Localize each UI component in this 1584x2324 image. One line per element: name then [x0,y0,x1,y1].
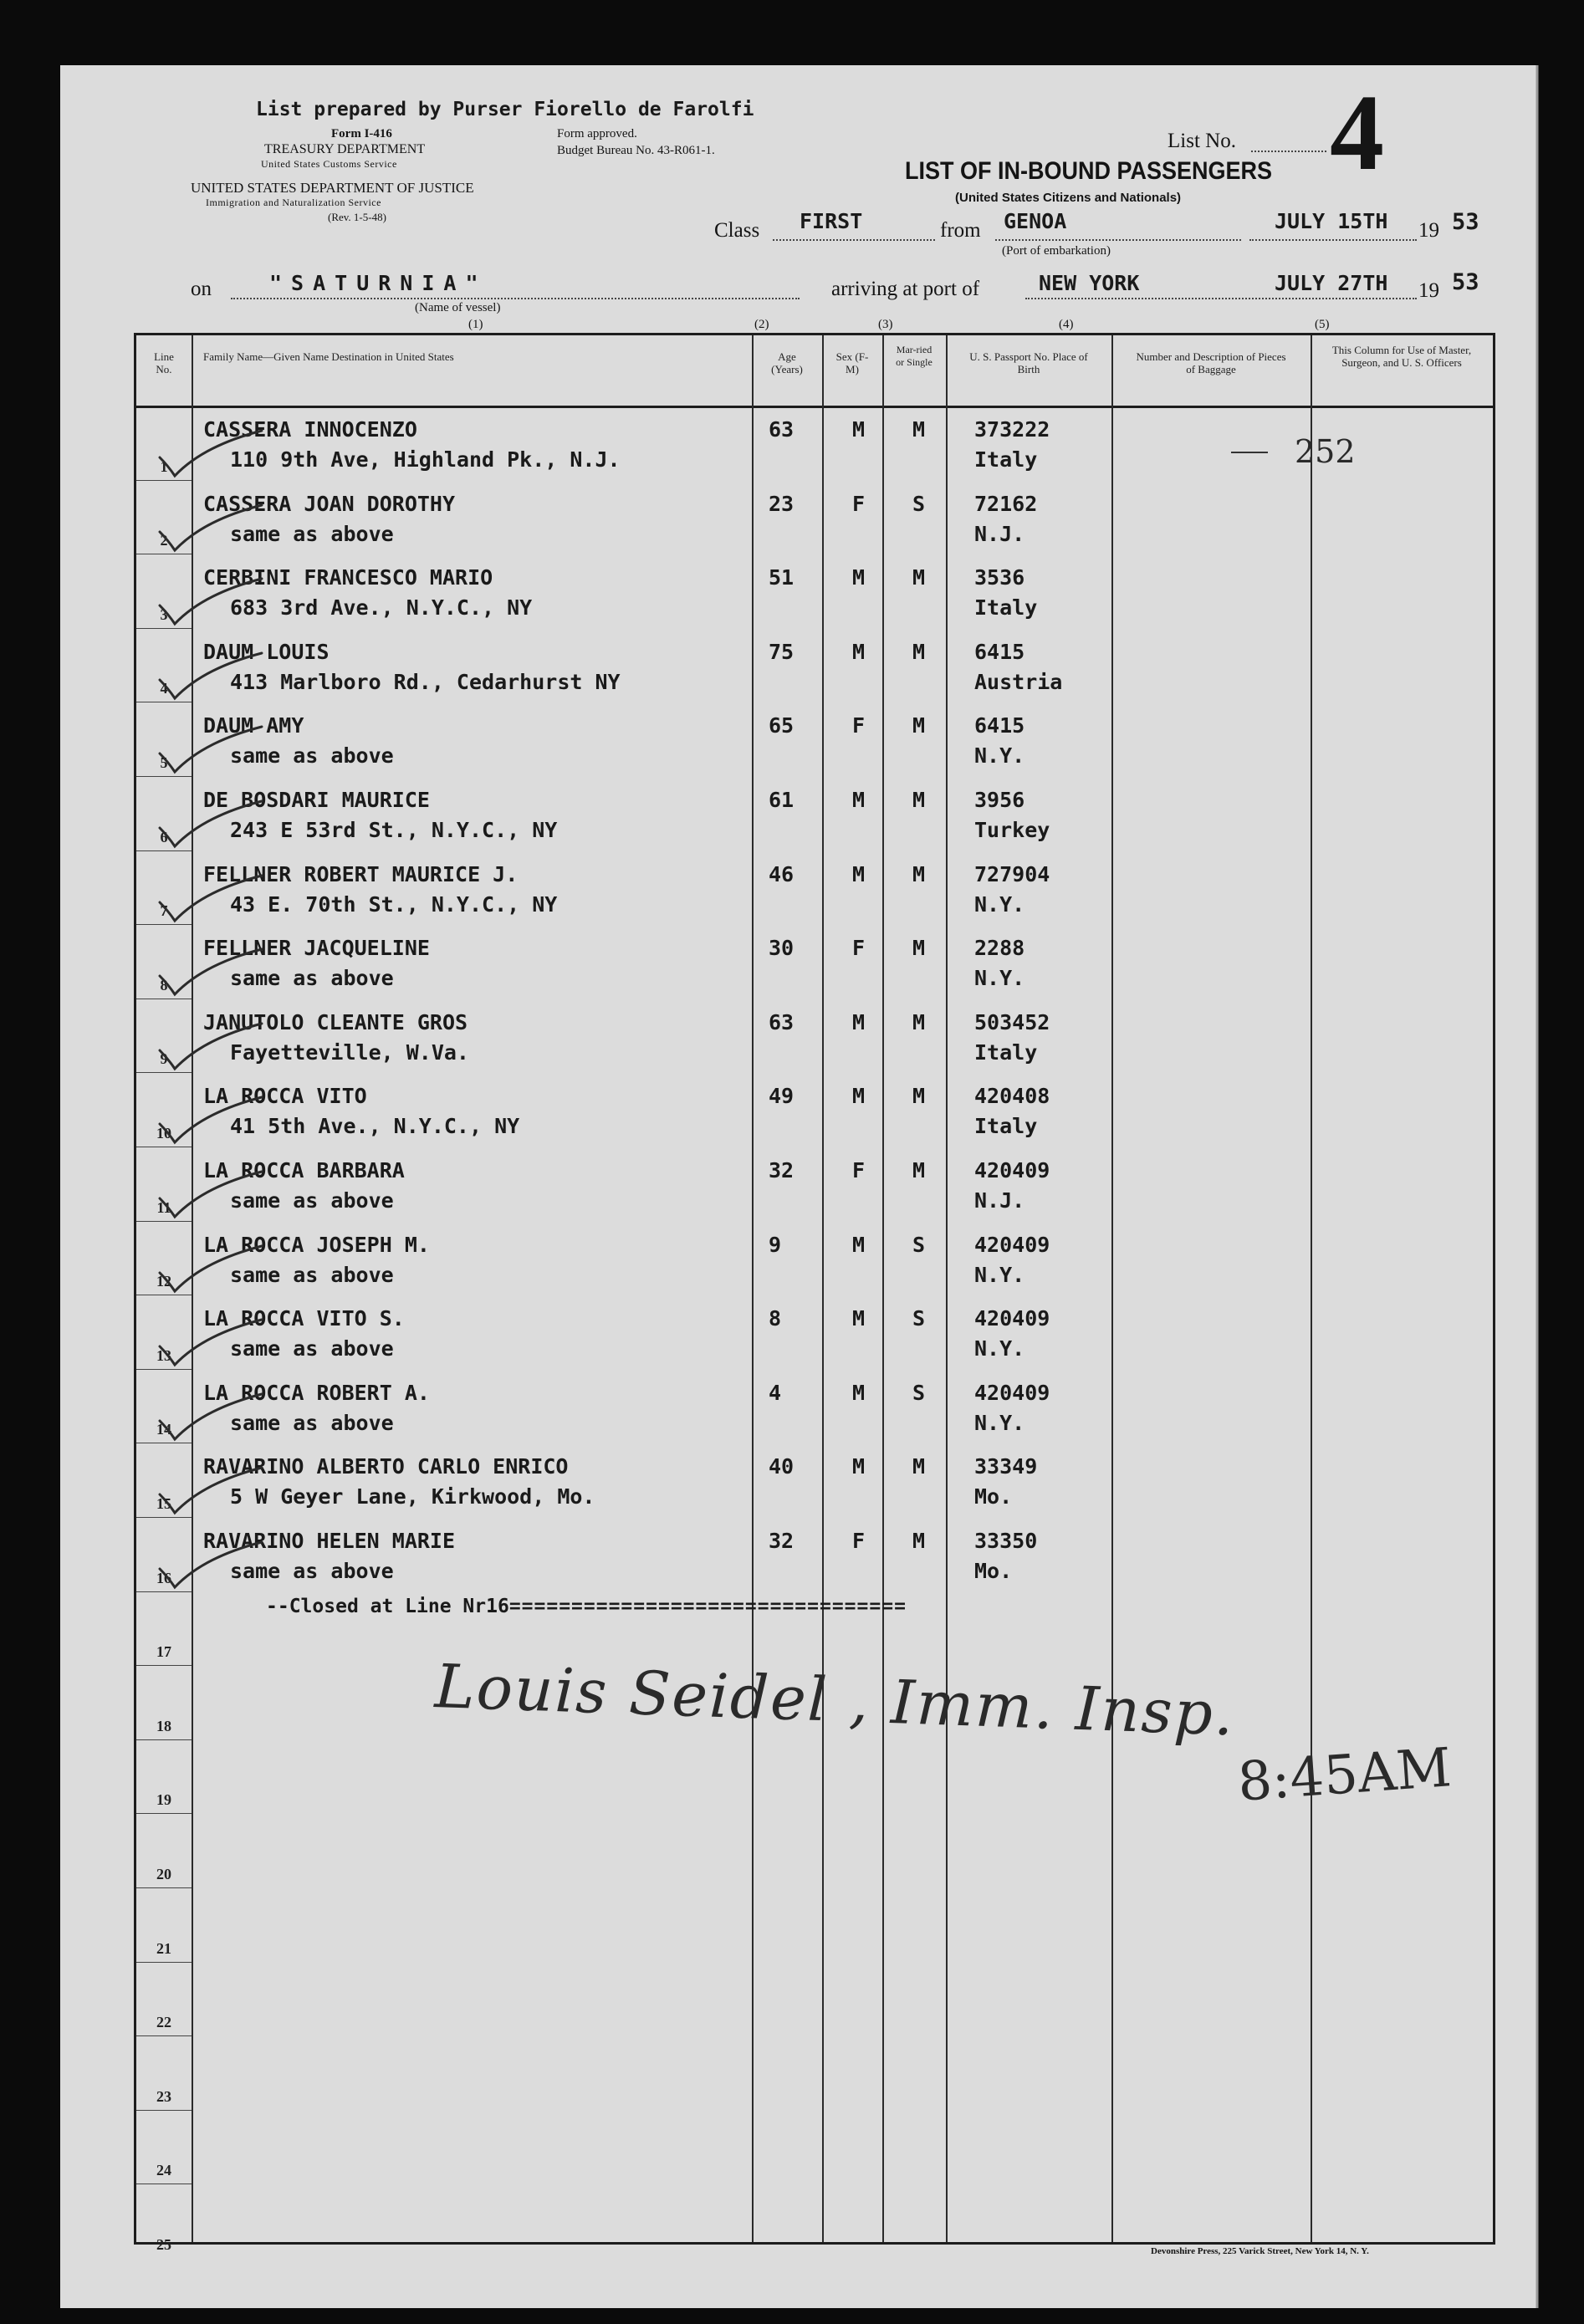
line-number: 4 [160,680,168,697]
header-line-no: Line No. [154,350,174,375]
checkmark-icon [153,1384,270,1451]
passenger-marital-status: M [912,1009,926,1034]
passenger-marital-status: M [912,417,926,442]
passenger-destination: same as above [230,1336,394,1361]
passenger-marital-status: M [912,1529,926,1553]
passenger-marital-status: M [912,713,926,738]
line-number: 3 [160,605,168,623]
passenger-name: RAVARINO HELEN MARIE [203,1529,456,1553]
passenger-destination: 683 3rd Ave., N.Y.C., NY [230,595,533,621]
passenger-destination: same as above [230,521,394,546]
passenger-name: LA ROCCA VITO S. [203,1306,405,1331]
line-number: 24 [156,2162,171,2179]
place-of-birth: Turkey [974,818,1050,842]
port-embark-note: (Port of embarkation) [1002,244,1111,258]
passenger-marital-status: M [912,936,926,961]
checkmark-icon [153,791,270,858]
embark-year: 53 [1452,209,1479,235]
passport-number: 420409 [974,1306,1050,1331]
passenger-marital-status: S [912,491,926,516]
passenger-destination: 110 9th Ave, Highland Pk., N.J. [230,447,621,472]
list-title: LIST OF IN-BOUND PASSENGERS [905,157,1273,185]
row-divider [136,2110,192,2111]
arrival-date: JULY 27TH [1275,271,1388,295]
line-number: 1 [160,457,168,475]
treasury-dept: TREASURY DEPARTMENT [264,142,426,156]
passenger-name: DE BOSDARI MAURICE [203,788,430,812]
passport-number: 420409 [974,1232,1050,1257]
checkmark-icon [153,866,270,932]
col-number-1: (1) [468,318,483,331]
passenger-age: 61 [769,788,795,812]
class-value: FIRST [800,209,863,233]
line-number: 19 [156,1791,171,1809]
passenger-sex: M [852,1380,866,1405]
arrival-year-prefix: 19 [1418,279,1439,302]
place-of-birth: Mo. [974,1559,1013,1583]
passenger-name: CERBINI FRANCESCO MARIO [203,565,493,590]
arriving-label: arriving at port of [831,278,980,300]
passenger-name: CASSERA JOAN DOROTHY [203,491,456,516]
passenger-destination: same as above [230,743,394,769]
passenger-destination: Fayetteville, W.Va. [230,1039,469,1065]
passenger-age: 4 [769,1380,782,1405]
passenger-name: LA ROCCA JOSEPH M. [203,1232,430,1257]
passenger-sex: M [852,1009,866,1034]
header-passport: U. S. Passport No. Place of Birth [969,350,1088,375]
line-number: 16 [156,1569,171,1586]
list-number: 4 [1330,73,1384,193]
passenger-age: 30 [769,936,795,961]
place-of-birth: N.Y. [974,966,1025,991]
passport-number: 503452 [974,1009,1050,1034]
passport-number: 3536 [974,565,1025,590]
line-number: 5 [160,754,168,771]
closed-dash-left: -- [266,1596,289,1617]
passport-number: 6415 [974,639,1025,664]
checkmark-icon [153,1087,270,1154]
justice-dept: UNITED STATES DEPARTMENT OF JUSTICE [191,180,474,196]
passenger-age: 51 [769,565,795,590]
header-officers: This Column for Use of Master, Surgeon, and U. S. Officers [1331,344,1472,369]
closed-text: Closed at Line Nr16 [289,1596,509,1617]
embark-date: JULY 15TH [1275,209,1388,233]
passenger-sex: F [852,1158,866,1182]
customs-service: United States Customs Service [261,158,397,170]
passenger-marital-status: S [912,1306,926,1331]
place-of-birth: Italy [974,595,1038,621]
line-number: 2 [160,532,168,549]
vessel-note: (Name of vessel) [415,301,501,314]
passenger-name: LA ROCCA ROBERT A. [203,1380,430,1405]
passenger-sex: M [852,1306,866,1331]
passenger-destination: same as above [230,966,394,991]
col-number-3: (3) [878,318,893,331]
row-divider [136,480,192,481]
passenger-destination: same as above [230,1262,394,1287]
checkmark-icon [153,1458,270,1525]
header-name: Family Name—Given Name Destination in United States [203,350,454,363]
line-number: 8 [160,976,168,993]
place-of-birth: N.Y. [974,891,1025,917]
place-of-birth: N.Y. [974,743,1025,769]
passenger-sex: F [852,713,866,738]
passenger-sex: M [852,1454,866,1479]
header-baggage: Number and Description of Pieces of Baggage [1136,350,1286,375]
header-married: Mar-ried or Single [896,344,933,368]
passenger-name: LA ROCCA VITO [203,1084,367,1109]
passenger-destination: same as above [230,1559,394,1583]
on-label: on [191,278,212,300]
passenger-marital-status: S [912,1232,926,1257]
passenger-name: RAVARINO ALBERTO CARLO ENRICO [203,1454,569,1479]
passport-number: 420409 [974,1380,1050,1405]
passport-number: 6415 [974,713,1025,738]
checkmark-icon [153,939,270,1006]
row-divider [136,1517,192,1518]
form-number: Form I-416 [331,127,392,140]
passenger-name: JANUTOLO CLEANTE GROS [203,1009,468,1034]
passenger-marital-status: M [912,639,926,664]
passenger-marital-status: M [912,565,926,590]
line-number: 23 [156,2087,171,2105]
place-of-birth: Italy [974,447,1038,472]
passenger-marital-status: M [912,1158,926,1182]
place-of-birth: Austria [974,669,1063,694]
closed-at-line [266,1596,907,1617]
header-sex: Sex (F-M) [835,350,869,375]
passenger-marital-status: M [912,861,926,886]
passenger-age: 75 [769,639,795,664]
checkmark-icon [153,569,270,636]
row-divider [136,628,192,629]
arrival-year: 53 [1452,269,1479,295]
passenger-name: CASSERA INNOCENZO [203,417,417,442]
printer-footer: Devonshire Press, 225 Varick Street, New York 14, N. Y. [1151,2246,1369,2256]
passenger-marital-status: M [912,1084,926,1109]
passenger-destination: same as above [230,1188,394,1213]
passenger-age: 40 [769,1454,795,1479]
passenger-destination: 413 Marlboro Rd., Cedarhurst NY [230,669,621,694]
list-subtitle: (United States Citizens and Nationals) [955,191,1182,205]
line-number: 12 [156,1273,171,1290]
line-number: 7 [160,902,168,920]
checkmark-icon [153,643,270,710]
inspector-signature: Louis Seidel , Imm. Insp. [433,1651,1237,1749]
form-approved: Form approved. [557,127,637,140]
arrival-port: NEW YORK [1039,271,1140,295]
row-divider [136,1813,192,1814]
passenger-sex: F [852,1529,866,1553]
passenger-name: DAUM LOUIS [203,639,330,664]
list-no-label: List No. [1168,130,1236,152]
passenger-age: 49 [769,1084,795,1109]
passport-number: 727904 [974,861,1050,886]
passenger-marital-status: M [912,788,926,812]
row-divider [136,924,192,925]
passenger-age: 63 [769,417,795,442]
row-divider [136,776,192,777]
embark-port: GENOA [1004,209,1067,233]
row-divider [136,1962,192,1963]
inspection-time: 8:45AM [1235,1737,1454,1814]
passport-number: 420408 [974,1084,1050,1109]
passport-number: 33350 [974,1529,1038,1553]
col-number-5: (5) [1315,318,1330,331]
checkmark-icon [153,717,270,784]
passenger-sex: M [852,639,866,664]
line-number: 13 [156,1346,171,1364]
passport-number: 3956 [974,788,1025,812]
passenger-sex: M [852,861,866,886]
line-number: 25 [156,2236,171,2253]
passport-number: 72162 [974,491,1038,516]
place-of-birth: Italy [974,1039,1038,1065]
passenger-destination: 43 E. 70th St., N.Y.C., NY [230,891,558,917]
place-of-birth: Italy [974,1114,1038,1139]
embark-year-prefix: 19 [1418,219,1439,242]
checkmark-icon [153,1014,270,1080]
passenger-sex: M [852,788,866,812]
place-of-birth: N.Y. [974,1410,1025,1435]
passenger-age: 23 [769,491,795,516]
budget-bureau: Budget Bureau No. 43-R061-1. [557,144,715,157]
checkmark-icon [153,495,270,562]
passenger-sex: M [852,417,866,442]
line-number: 6 [160,828,168,845]
checkmark-icon [153,421,270,488]
line-number: 10 [156,1125,171,1142]
passenger-age: 32 [769,1529,795,1553]
line-number: 18 [156,1717,171,1734]
row-divider [136,1665,192,1666]
revision: (Rev. 1-5-48) [328,211,386,223]
passenger-age: 63 [769,1009,795,1034]
line-number: 15 [156,1495,171,1512]
place-of-birth: N.Y. [974,1262,1025,1287]
header-age: Age (Years) [771,350,803,375]
row-divider [136,1739,192,1740]
passenger-marital-status: M [912,1454,926,1479]
passenger-name: DAUM AMY [203,713,304,738]
officer-note: 252 [1295,433,1356,470]
place-of-birth: N.J. [974,521,1025,546]
passenger-age: 9 [769,1232,782,1257]
prepared-by: List prepared by Purser Fiorello de Farolfi [256,99,754,120]
row-divider [136,1072,192,1073]
passenger-destination: 41 5th Ave., N.Y.C., NY [230,1114,520,1139]
passenger-sex: F [852,936,866,961]
passenger-age: 8 [769,1306,782,1331]
passenger-name: FELLNER ROBERT MAURICE J. [203,861,519,886]
row-divider [136,1221,192,1222]
place-of-birth: N.J. [974,1188,1025,1213]
passenger-destination: same as above [230,1410,394,1435]
ins-service: Immigration and Naturalization Service [206,197,381,208]
closed-dash-right: ================================ [508,1596,907,1617]
passport-number: 33349 [974,1454,1038,1479]
passenger-sex: M [852,1084,866,1109]
officer-dash [1231,452,1268,453]
passenger-age: 46 [769,861,795,886]
passenger-sex: M [852,565,866,590]
row-divider [136,2035,192,2036]
passport-number: 2288 [974,936,1025,961]
class-label: Class [714,219,760,242]
passenger-sex: F [852,491,866,516]
passenger-name: LA ROCCA BARBARA [203,1158,405,1182]
line-number: 22 [156,2014,171,2031]
line-number: 11 [156,1198,171,1216]
line-number: 14 [156,1421,171,1438]
col-number-4: (4) [1059,318,1074,331]
checkmark-icon [153,1532,270,1599]
passport-number: 373222 [974,417,1050,442]
passenger-age: 32 [769,1158,795,1182]
line-number: 9 [160,1050,168,1068]
passenger-name: FELLNER JACQUELINE [203,936,430,961]
col-number-2: (2) [754,318,769,331]
passenger-sex: M [852,1232,866,1257]
passenger-age: 65 [769,713,795,738]
passenger-destination: 5 W Geyer Lane, Kirkwood, Mo. [230,1484,595,1509]
place-of-birth: Mo. [974,1484,1013,1509]
row-divider [136,850,192,851]
row-divider [136,1369,192,1370]
passenger-destination: 243 E 53rd St., N.Y.C., NY [230,818,558,842]
from-label: from [940,219,981,242]
checkmark-icon [153,1162,270,1228]
line-number: 20 [156,1866,171,1882]
checkmark-icon [153,1310,270,1377]
line-number: 17 [156,1643,171,1661]
passport-number: 420409 [974,1158,1050,1182]
line-number: 21 [156,1939,171,1957]
row-divider [136,1591,192,1592]
row-divider [136,1887,192,1888]
place-of-birth: N.Y. [974,1336,1025,1361]
checkmark-icon [153,1236,270,1303]
passenger-marital-status: S [912,1380,926,1405]
vessel-name: "SATURNIA" [269,271,488,295]
